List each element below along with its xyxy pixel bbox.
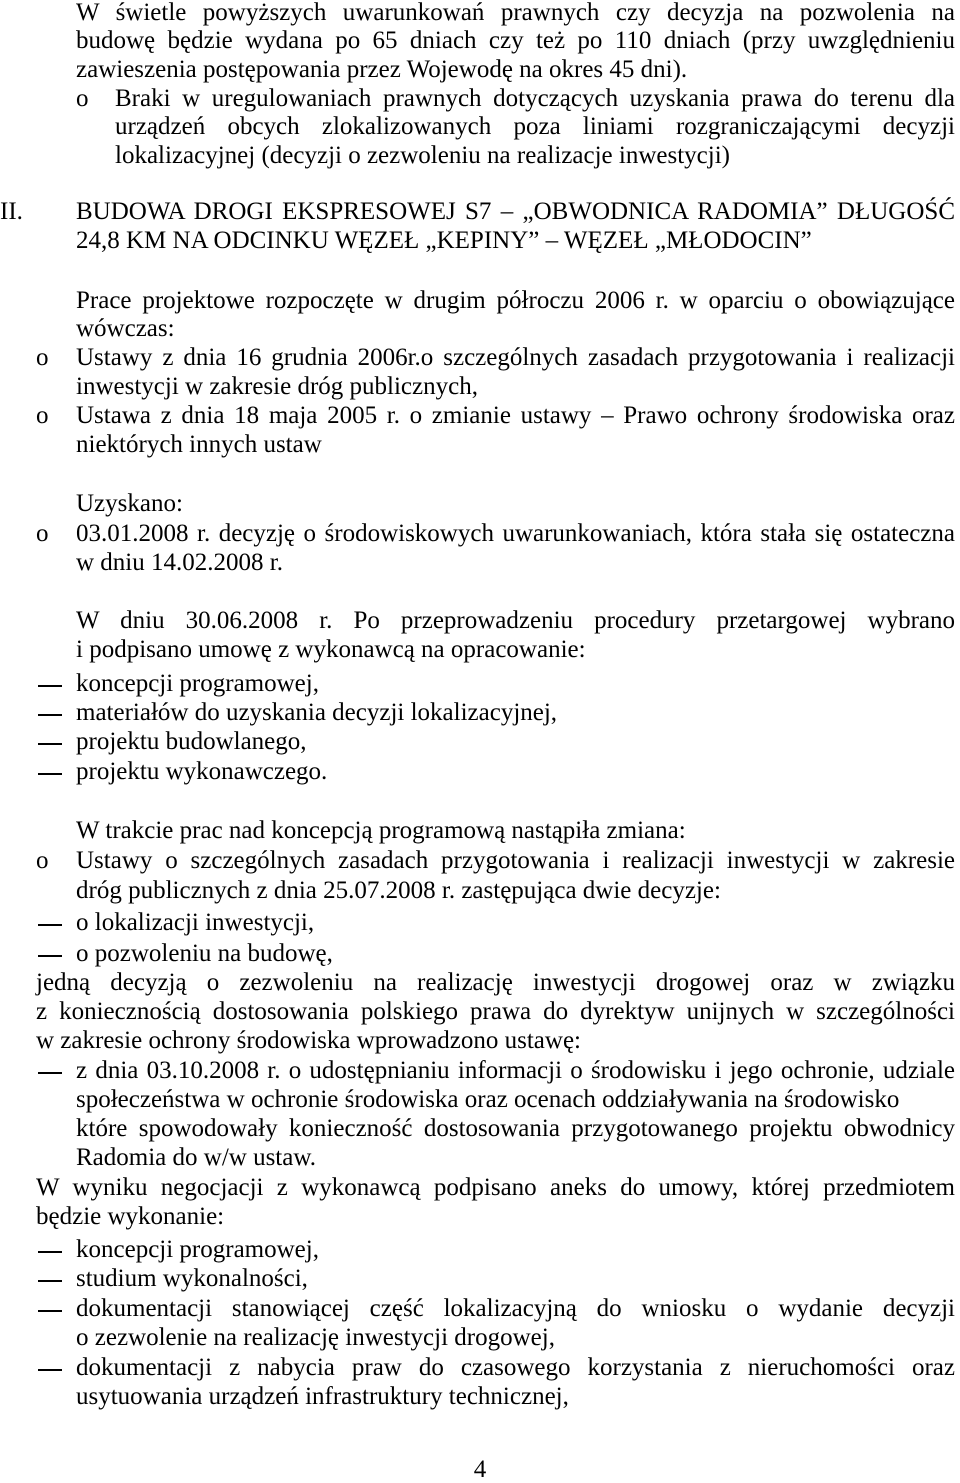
text-line: będzie wykonanie: bbox=[36, 1203, 225, 1230]
text-line: wówczas: bbox=[76, 315, 175, 342]
text-line: które spowodowały konieczność dostosowania przygotowanego projektu obwodnicy bbox=[76, 1115, 955, 1142]
text-line: z koniecznością dostosowania polskiego prawa do dyrektyw unijnych w szczególności bbox=[36, 998, 955, 1025]
circle-bullet-icon: o bbox=[36, 344, 49, 371]
text-line: inwestycji w zakresie dróg publicznych, bbox=[76, 373, 478, 400]
text-line: projektu budowlanego, bbox=[76, 728, 307, 755]
text-line: 03.01.2008 r. decyzję o środowiskowych uwarunkowaniach, która stała się ostateczna bbox=[76, 520, 955, 547]
text-line: Ustawy o szczególnych zasadach przygotowania i realizacji inwestycji w zakresie bbox=[76, 847, 955, 874]
text-line: o pozwoleniu na budowę, bbox=[76, 940, 333, 967]
page-number: 4 bbox=[473, 1456, 487, 1483]
text-line: projektu wykonawczego. bbox=[76, 758, 328, 785]
text-line: w zakresie ochrony środowiska wprowadzono ustawę: bbox=[36, 1027, 581, 1054]
dash-bullet-icon bbox=[38, 685, 62, 687]
text-line: Ustawa z dnia 18 maja 2005 r. o zmianie ustawy – Prawo ochrony środowiska oraz bbox=[76, 402, 955, 429]
circle-bullet-icon: o bbox=[36, 520, 49, 547]
change-intro: W trakcie prac nad koncepcją programową nastąpiła zmiana: bbox=[76, 817, 686, 844]
text-line: z dnia 03.10.2008 r. o udostępnianiu informacji o środowisku i jego ochronie, udziale bbox=[76, 1057, 955, 1084]
text-line: materiałów do uzyskania decyzji lokalizacyjnej, bbox=[76, 699, 558, 726]
dash-bullet-icon bbox=[38, 1251, 62, 1253]
dash-bullet-icon bbox=[38, 773, 62, 775]
text-line: koncepcji programowej, bbox=[76, 1236, 319, 1263]
text-line: W wyniku negocjacji z wykonawcą podpisano aneks do umowy, której przedmiotem bbox=[36, 1174, 955, 1201]
text-line: koncepcji programowej, bbox=[76, 670, 319, 697]
section-title-line: BUDOWA DROGI EKSPRESOWEJ S7 – „OBWODNICA RADOMIA” DŁUGOŚĆ bbox=[76, 198, 955, 225]
text-line: zawieszenia postępowania przez Wojewodę na okres 45 dni). bbox=[76, 56, 688, 83]
text-line: studium wykonalności, bbox=[76, 1265, 308, 1292]
text-line: W dniu 30.06.2008 r. Po przeprowadzeniu procedury przetargowej wybrano bbox=[76, 607, 955, 634]
text-line: jedną decyzją o zezwoleniu na realizację inwestycji drogowej oraz w związku bbox=[36, 969, 955, 996]
text-line: dokumentacji z nabycia praw do czasowego korzystania z nieruchomości oraz bbox=[76, 1354, 955, 1381]
text-line: Ustawy z dnia 16 grudnia 2006r.o szczególnych zasadach przygotowania i realizacji bbox=[76, 344, 955, 371]
text-line: dokumentacji stanowiącej część lokalizacyjną do wniosku o wydanie decyzji bbox=[76, 1295, 955, 1322]
dash-bullet-icon bbox=[38, 1280, 62, 1282]
text-line: Prace projektowe rozpoczęte w drugim półroczu 2006 r. w oparciu o obowiązujące bbox=[76, 287, 955, 314]
text-line: w dniu 14.02.2008 r. bbox=[76, 549, 283, 576]
circle-bullet-icon: o bbox=[76, 85, 89, 112]
text-line: dróg publicznych z dnia 25.07.2008 r. zastępująca dwie decyzje: bbox=[76, 877, 721, 904]
text-line: Radomia do w/w ustaw. bbox=[76, 1144, 317, 1171]
text-line: Braki w uregulowaniach prawnych dotyczących uzyskania prawa do terenu dla bbox=[115, 85, 955, 112]
circle-bullet-icon: o bbox=[36, 847, 49, 874]
text-line: o zezwolenie na realizację inwestycji drogowej, bbox=[76, 1324, 555, 1351]
text-line: o lokalizacji inwestycji, bbox=[76, 909, 315, 936]
text-line: urządzeń obcych zlokalizowanych poza liniami rozgraniczającymi decyzji bbox=[115, 113, 955, 140]
section-title-line: 24,8 KM NA ODCINKU WĘZEŁ „KEPINY” – WĘZEŁ „MŁODOCIN” bbox=[76, 227, 812, 254]
circle-bullet-icon: o bbox=[36, 402, 49, 429]
text-line: budowę będzie wydana po 65 dniach czy też po 110 dniach (przy uwzględnieniu bbox=[76, 27, 955, 54]
text-line: i podpisano umowę z wykonawcą na opracowanie: bbox=[76, 636, 586, 663]
obtained-label: Uzyskano: bbox=[76, 490, 183, 517]
text-line: W świetle powyższych uwarunkowań prawnych czy decyzja na pozwolenia na bbox=[76, 0, 955, 26]
dash-bullet-icon bbox=[38, 924, 62, 926]
dash-bullet-icon bbox=[38, 1310, 62, 1312]
text-line: niektórych innych ustaw bbox=[76, 431, 322, 458]
dash-bullet-icon bbox=[38, 1369, 62, 1371]
dash-bullet-icon bbox=[38, 955, 62, 957]
dash-bullet-icon bbox=[38, 743, 62, 745]
text-line: społeczeństwa w ochronie środowiska oraz ocenach oddziaływania na środowisko bbox=[76, 1086, 900, 1113]
text-line: lokalizacyjnej (decyzji o zezwoleniu na realizacje inwestycji) bbox=[115, 142, 730, 169]
text-line: usytuowania urządzeń infrastruktury technicznej, bbox=[76, 1383, 569, 1410]
dash-bullet-icon bbox=[38, 714, 62, 716]
dash-bullet-icon bbox=[38, 1072, 62, 1074]
section-number: II. bbox=[0, 198, 23, 225]
